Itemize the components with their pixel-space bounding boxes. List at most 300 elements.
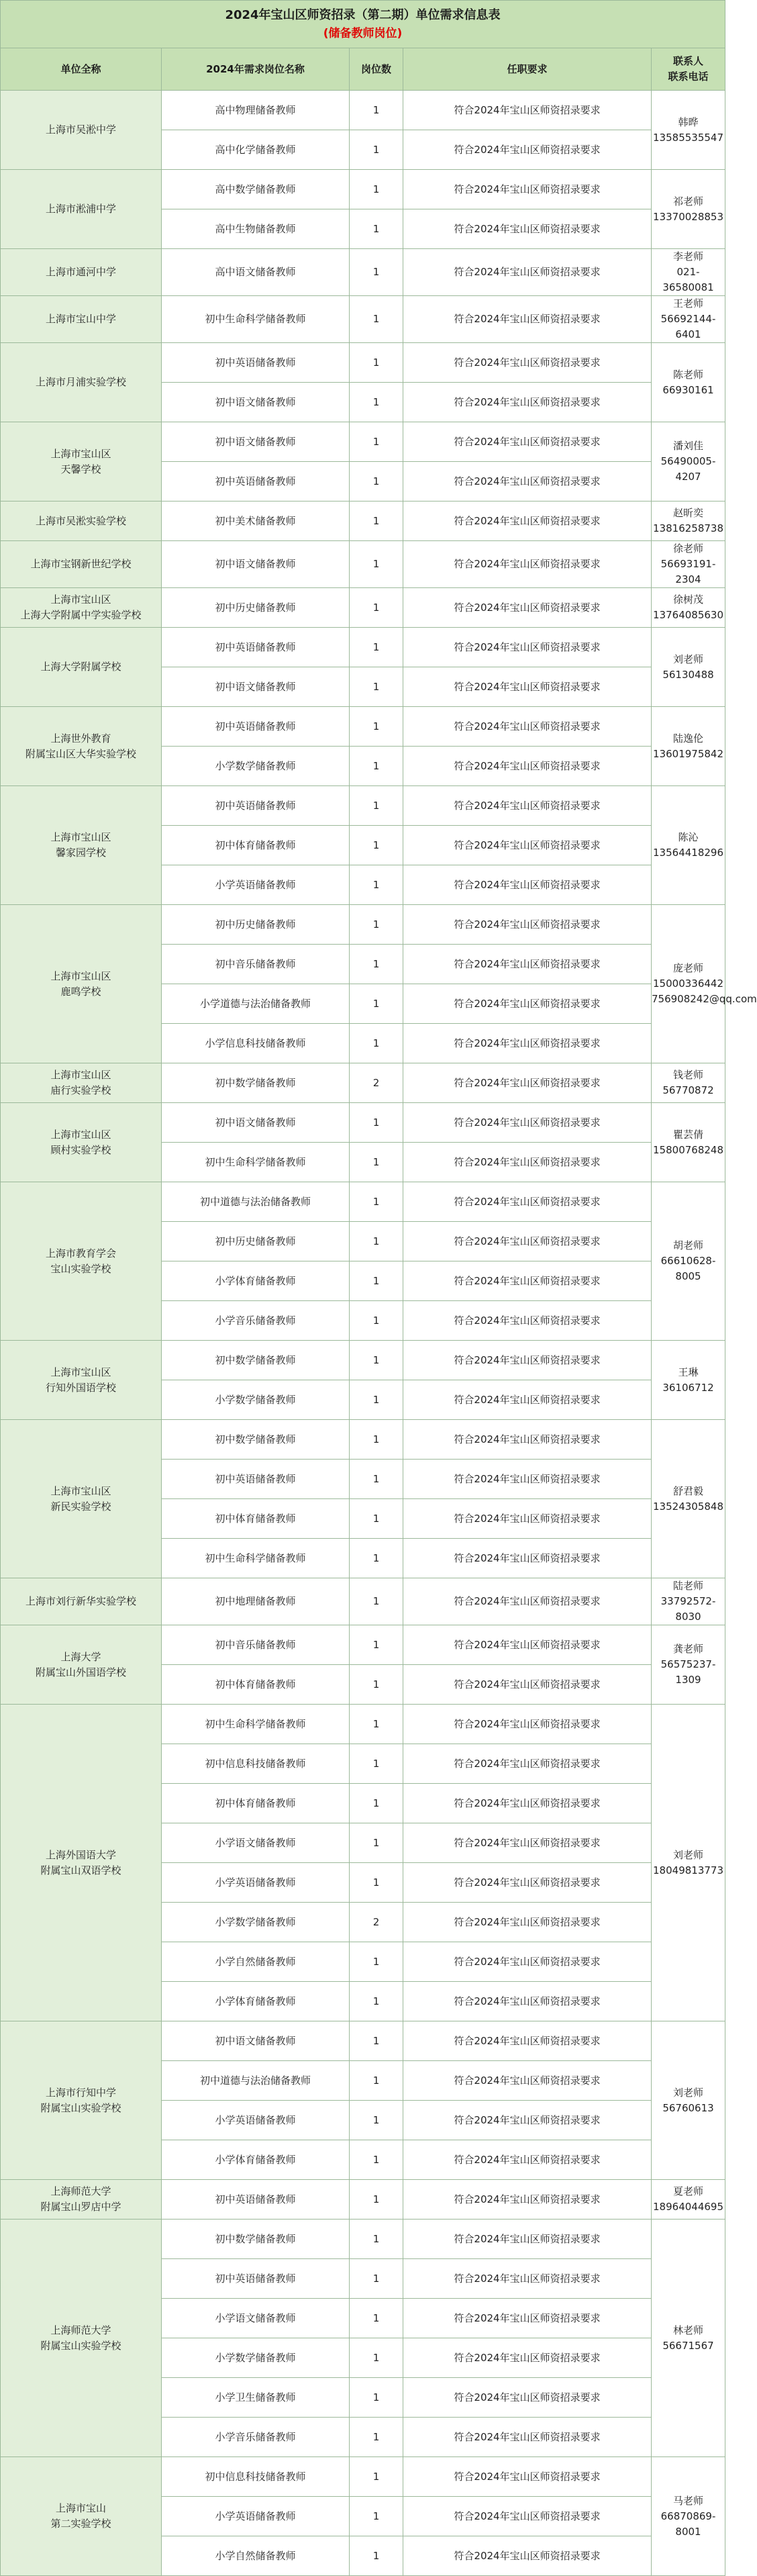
count-cell: 1 (350, 2418, 403, 2457)
header-position: 2024年需求岗位名称 (162, 48, 350, 91)
count-cell: 1 (350, 2378, 403, 2418)
school-name-line: 上海市宝钢新世纪学校 (30, 558, 132, 570)
requirement-cell: 符合2024年宝山区师资招录要求 (403, 2180, 652, 2220)
position-cell: 小学英语储备教师 (162, 2497, 350, 2536)
school-name-cell (1, 296, 162, 343)
requirement-cell: 符合2024年宝山区师资招录要求 (403, 2021, 652, 2061)
school-name-line: 上海市宝山区 (50, 1366, 111, 1378)
requirement-cell: 符合2024年宝山区师资招录要求 (403, 1024, 652, 1063)
school-name-line: 上海市吴淞中学 (45, 124, 116, 136)
table-body (1, 91, 757, 2576)
position-cell: 初中道德与法治储备教师 (162, 1182, 350, 1222)
table-subtitle: (储备教师岗位) (323, 27, 403, 40)
count-cell: 1 (350, 2061, 403, 2101)
requirement-cell: 符合2024年宝山区师资招录要求 (403, 462, 652, 502)
contact-phone: 13370028853 (653, 210, 723, 223)
position-cell: 初中生命科学储备教师 (162, 296, 350, 343)
position-cell: 初中数学储备教师 (162, 1063, 350, 1103)
requirement-cell: 符合2024年宝山区师资招录要求 (403, 383, 652, 422)
count-cell: 1 (350, 1301, 403, 1341)
contact-phone: 15800768248 (653, 1143, 723, 1156)
school-name-line: 上海市宝山区 (50, 1128, 111, 1141)
school-name-cell (1, 1063, 162, 1103)
requirement-cell: 符合2024年宝山区师资招录要求 (403, 628, 652, 667)
contact-phone: 15000336442 (653, 977, 723, 990)
contact-cell (652, 1705, 725, 2021)
table-row (1, 1341, 725, 1380)
school-name-line: 附属宝山双语学校 (40, 1864, 121, 1876)
contact-person: 刘老师 (673, 2086, 704, 2099)
requirement-cell: 符合2024年宝山区师资招录要求 (403, 541, 652, 588)
contact-person: 王老师 (673, 297, 704, 309)
contact-cell (652, 2220, 725, 2457)
school-name-line: 上海市淞浦中学 (45, 203, 116, 215)
position-cell: 初中语文储备教师 (162, 541, 350, 588)
requirement-cell: 符合2024年宝山区师资招录要求 (403, 1499, 652, 1539)
count-cell: 1 (350, 462, 403, 502)
count-cell: 1 (350, 170, 403, 209)
position-cell: 小学音乐储备教师 (162, 2418, 350, 2457)
school-name-line: 行知外国语学校 (45, 1381, 116, 1394)
requirement-cell: 符合2024年宝山区师资招录要求 (403, 2101, 652, 2140)
school-name-cell (1, 905, 162, 1063)
requirement-cell: 符合2024年宝山区师资招录要求 (403, 1705, 652, 1744)
table-row (1, 422, 725, 462)
contact-cell (652, 707, 725, 786)
requirement-cell: 符合2024年宝山区师资招录要求 (403, 826, 652, 865)
count-cell: 1 (350, 628, 403, 667)
count-cell: 1 (350, 422, 403, 462)
count-cell: 1 (350, 2299, 403, 2338)
school-name-line: 附属宝山外国语学校 (35, 1666, 126, 1678)
contact-phone: 33792572-8030 (660, 1595, 716, 1623)
school-name-cell (1, 707, 162, 786)
school-name-line: 上海市宝山 (55, 2502, 106, 2514)
school-name-line: 附属宝山区大华实验学校 (25, 747, 136, 760)
school-name-line: 上海市月浦实验学校 (35, 376, 126, 388)
count-cell: 1 (350, 1143, 403, 1182)
contact-person: 庞老师 (673, 962, 704, 974)
requirement-cell: 符合2024年宝山区师资招录要求 (403, 865, 652, 905)
position-cell: 初中信息科技储备教师 (162, 2457, 350, 2497)
school-name-line: 新民实验学校 (50, 1500, 111, 1513)
table-row (1, 91, 725, 130)
count-cell: 1 (350, 2101, 403, 2140)
requirement-cell: 符合2024年宝山区师资招录要求 (403, 2418, 652, 2457)
contact-phone: 36106712 (662, 1381, 714, 1394)
header-contact (652, 48, 725, 91)
school-name-line: 第二实验学校 (50, 2518, 111, 2530)
requirement-cell: 符合2024年宝山区师资招录要求 (403, 1539, 652, 1578)
school-name-cell (1, 343, 162, 422)
position-cell: 初中数学储备教师 (162, 1341, 350, 1380)
contact-phone: 56490005-4207 (660, 455, 716, 483)
count-cell: 1 (350, 1982, 403, 2021)
school-name-cell (1, 2457, 162, 2576)
contact-person: 徐老师 (673, 542, 704, 555)
school-name-line: 上海市宝山中学 (45, 313, 116, 325)
position-cell: 小学数学储备教师 (162, 747, 350, 786)
requirement-cell: 符合2024年宝山区师资招录要求 (403, 2457, 652, 2497)
contact-cell (652, 905, 757, 1063)
contact-person: 王琳 (678, 1366, 699, 1378)
position-cell: 初中数学储备教师 (162, 1420, 350, 1460)
contact-phone: 56671567 (662, 2339, 714, 2352)
position-cell: 初中体育储备教师 (162, 1784, 350, 1823)
position-cell: 初中语文储备教师 (162, 422, 350, 462)
requirement-cell: 符合2024年宝山区师资招录要求 (403, 2338, 652, 2378)
school-name-cell (1, 628, 162, 707)
position-cell: 高中生物储备教师 (162, 209, 350, 249)
position-cell: 小学自然储备教师 (162, 2536, 350, 2576)
position-cell: 小学语文储备教师 (162, 1823, 350, 1863)
count-cell: 1 (350, 2338, 403, 2378)
contact-cell (652, 2021, 725, 2180)
school-name-line: 上海市宝山区 (50, 447, 111, 460)
count-cell: 1 (350, 343, 403, 383)
count-cell: 1 (350, 1665, 403, 1705)
requirement-cell: 符合2024年宝山区师资招录要求 (403, 747, 652, 786)
count-cell: 1 (350, 91, 403, 130)
count-cell: 1 (350, 1222, 403, 1261)
count-cell: 1 (350, 905, 403, 945)
contact-phone: 66610628-8005 (660, 1255, 716, 1282)
count-cell: 1 (350, 1705, 403, 1744)
header-count: 岗位数 (350, 48, 403, 91)
requirement-cell: 符合2024年宝山区师资招录要求 (403, 1784, 652, 1823)
position-cell: 初中地理储备教师 (162, 1578, 350, 1625)
school-name-line: 馨家园学校 (55, 847, 106, 859)
contact-person: 马老师 (673, 2494, 704, 2507)
requirement-cell: 符合2024年宝山区师资招录要求 (403, 1420, 652, 1460)
contact-cell (652, 502, 725, 541)
school-name-line: 天馨学校 (60, 463, 101, 475)
school-name-line: 附属宝山实验学校 (40, 2339, 121, 2352)
position-cell: 初中体育储备教师 (162, 1499, 350, 1539)
count-cell: 1 (350, 249, 403, 296)
count-cell: 1 (350, 1539, 403, 1578)
count-cell: 1 (350, 2140, 403, 2180)
requirement-cell: 符合2024年宝山区师资招录要求 (403, 2140, 652, 2180)
contact-phone: 56693191-2304 (660, 558, 716, 585)
school-name-cell (1, 588, 162, 628)
contact-cell (652, 1420, 725, 1578)
contact-person: 陈沁 (678, 831, 699, 843)
contact-cell (652, 296, 725, 343)
school-name-line: 上海大学附属学校 (40, 661, 121, 673)
contact-person: 陆老师 (673, 1580, 704, 1592)
table-row (1, 502, 725, 541)
position-cell: 初中英语储备教师 (162, 1460, 350, 1499)
requirement-cell: 符合2024年宝山区师资招录要求 (403, 2536, 652, 2576)
table-row (1, 1063, 725, 1103)
count-cell: 1 (350, 2220, 403, 2259)
count-cell: 1 (350, 1942, 403, 1982)
requirement-cell: 符合2024年宝山区师资招录要求 (403, 209, 652, 249)
contact-person: 刘老师 (673, 653, 704, 665)
contact-person: 龚老师 (673, 1643, 704, 1655)
position-cell: 小学道德与法治储备教师 (162, 984, 350, 1024)
position-cell: 初中生命科学储备教师 (162, 1143, 350, 1182)
requirement-cell: 符合2024年宝山区师资招录要求 (403, 984, 652, 1024)
position-cell: 小学卫生储备教师 (162, 2378, 350, 2418)
position-cell: 初中英语储备教师 (162, 462, 350, 502)
contact-cell (652, 1182, 725, 1341)
requirement-cell: 符合2024年宝山区师资招录要求 (403, 91, 652, 130)
count-cell: 1 (350, 984, 403, 1024)
school-name-line: 上海市通河中学 (45, 266, 116, 278)
table-row (1, 1420, 725, 1460)
count-cell: 1 (350, 826, 403, 865)
requirement-cell: 符合2024年宝山区师资招录要求 (403, 1460, 652, 1499)
school-name-line: 上海世外教育 (50, 732, 111, 745)
requirement-cell: 符合2024年宝山区师资招录要求 (403, 1903, 652, 1942)
school-name-line: 上海市宝山区 (50, 593, 111, 606)
position-cell: 初中英语储备教师 (162, 2259, 350, 2299)
requirement-cell: 符合2024年宝山区师资招录要求 (403, 1301, 652, 1341)
count-cell: 1 (350, 945, 403, 984)
position-cell: 初中英语储备教师 (162, 343, 350, 383)
position-cell: 小学英语储备教师 (162, 2101, 350, 2140)
position-cell: 小学信息科技储备教师 (162, 1024, 350, 1063)
school-name-line: 顾村实验学校 (50, 1143, 111, 1156)
contact-cell (652, 628, 725, 707)
position-cell: 初中音乐储备教师 (162, 945, 350, 984)
contact-person: 林老师 (673, 2324, 704, 2336)
school-name-line: 上海市教育学会 (45, 1247, 116, 1259)
position-cell: 小学数学储备教师 (162, 2338, 350, 2378)
requirement-cell: 符合2024年宝山区师资招录要求 (403, 1341, 652, 1380)
count-cell: 1 (350, 707, 403, 747)
school-name-line: 上海师范大学 (50, 2185, 111, 2197)
table-row (1, 541, 725, 588)
requirement-cell: 符合2024年宝山区师资招录要求 (403, 588, 652, 628)
count-cell: 1 (350, 1625, 403, 1665)
school-name-cell (1, 170, 162, 249)
position-cell: 初中历史储备教师 (162, 905, 350, 945)
count-cell: 1 (350, 1341, 403, 1380)
requirement-cell: 符合2024年宝山区师资招录要求 (403, 1143, 652, 1182)
count-cell: 2 (350, 1903, 403, 1942)
school-name-line: 宝山实验学校 (50, 1262, 111, 1275)
table-row (1, 707, 725, 747)
count-cell: 1 (350, 1784, 403, 1823)
table-title: 2024年宝山区师资招录（第二期）单位需求信息表 (225, 8, 501, 22)
requirement-cell: 符合2024年宝山区师资招录要求 (403, 2061, 652, 2101)
count-cell: 1 (350, 1420, 403, 1460)
school-name-cell (1, 2220, 162, 2457)
school-name-line: 鹿鸣学校 (60, 985, 101, 998)
contact-person: 韩晔 (678, 115, 699, 128)
table-row (1, 2180, 725, 2220)
requirement-cell: 符合2024年宝山区师资招录要求 (403, 2220, 652, 2259)
count-cell: 1 (350, 1499, 403, 1539)
school-name-cell (1, 1103, 162, 1182)
contact-cell (652, 2457, 725, 2576)
contact-phone: 13585535547 (653, 131, 723, 144)
contact-cell (652, 249, 725, 296)
requirement-cell: 符合2024年宝山区师资招录要求 (403, 1380, 652, 1420)
requirement-cell: 符合2024年宝山区师资招录要求 (403, 1063, 652, 1103)
requirement-cell: 符合2024年宝山区师资招录要求 (403, 1625, 652, 1665)
contact-phone: 56770872 (662, 1084, 714, 1096)
school-name-line: 上海市宝山区 (50, 1069, 111, 1081)
position-cell: 初中英语储备教师 (162, 2180, 350, 2220)
table-row (1, 1578, 725, 1625)
table-row (1, 2220, 725, 2259)
position-cell: 初中历史储备教师 (162, 588, 350, 628)
contact-cell (652, 786, 725, 905)
contact-person: 李老师 (673, 250, 704, 263)
position-cell: 初中生命科学储备教师 (162, 1539, 350, 1578)
school-name-line: 附属宝山实验学校 (40, 2101, 121, 2114)
header-contact-phone: 联系电话 (668, 70, 709, 83)
count-cell: 1 (350, 296, 403, 343)
school-name-line: 附属宝山罗店中学 (40, 2201, 121, 2213)
requirement-cell: 符合2024年宝山区师资招录要求 (403, 2497, 652, 2536)
contact-phone: 66930161 (662, 383, 714, 396)
contact-cell (652, 588, 725, 628)
requirement-cell: 符合2024年宝山区师资招录要求 (403, 2299, 652, 2338)
count-cell: 1 (350, 2021, 403, 2061)
count-cell: 2 (350, 1063, 403, 1103)
position-cell: 小学音乐储备教师 (162, 1301, 350, 1341)
contact-phone: 13564418296 (653, 847, 723, 859)
requirement-cell: 符合2024年宝山区师资招录要求 (403, 249, 652, 296)
position-cell: 初中数学储备教师 (162, 2220, 350, 2259)
contact-cell (652, 1063, 725, 1103)
position-cell: 小学数学储备教师 (162, 1380, 350, 1420)
contact-cell (652, 1578, 725, 1625)
position-cell: 初中美术储备教师 (162, 502, 350, 541)
school-name-line: 上海市吴淞实验学校 (35, 514, 126, 527)
school-name-cell (1, 541, 162, 588)
position-cell: 初中信息科技储备教师 (162, 1744, 350, 1784)
contact-phone: 18049813773 (653, 1864, 723, 1876)
contact-cell (652, 422, 725, 502)
school-name-cell (1, 91, 162, 170)
requirement-cell: 符合2024年宝山区师资招录要求 (403, 1261, 652, 1301)
contact-phone: 13764085630 (653, 609, 723, 621)
count-cell: 1 (350, 130, 403, 170)
contact-person: 夏老师 (673, 2185, 704, 2197)
contact-person: 赵昕奕 (673, 507, 704, 519)
table-row (1, 905, 725, 945)
count-cell: 1 (350, 865, 403, 905)
school-name-cell (1, 1182, 162, 1341)
position-cell: 小学体育储备教师 (162, 1982, 350, 2021)
position-cell: 初中音乐储备教师 (162, 1625, 350, 1665)
contact-cell (652, 91, 725, 170)
requirement-cell: 符合2024年宝山区师资招录要求 (403, 1182, 652, 1222)
school-name-cell (1, 422, 162, 502)
position-cell: 初中体育储备教师 (162, 826, 350, 865)
school-name-cell (1, 786, 162, 905)
school-name-cell (1, 1578, 162, 1625)
contact-person: 瞿芸倩 (673, 1128, 704, 1141)
position-cell: 小学英语储备教师 (162, 865, 350, 905)
position-cell: 初中语文储备教师 (162, 2021, 350, 2061)
school-name-line: 上海大学 (60, 1650, 101, 1663)
contact-person: 刘老师 (673, 1848, 704, 1861)
table-row (1, 1182, 725, 1222)
contact-cell (652, 541, 725, 588)
contact-cell (652, 2180, 725, 2220)
school-name-cell (1, 1625, 162, 1705)
contact-person: 徐树茂 (673, 593, 704, 606)
requirement-cell: 符合2024年宝山区师资招录要求 (403, 667, 652, 707)
requirement-cell: 符合2024年宝山区师资招录要求 (403, 1942, 652, 1982)
table-row (1, 2457, 725, 2497)
count-cell: 1 (350, 1182, 403, 1222)
count-cell: 1 (350, 1024, 403, 1063)
school-name-cell (1, 1705, 162, 2021)
requirement-cell: 符合2024年宝山区师资招录要求 (403, 422, 652, 462)
table-row (1, 249, 725, 296)
school-name-line: 上海市宝山区 (50, 1484, 111, 1497)
position-cell: 小学自然储备教师 (162, 1942, 350, 1982)
school-name-cell (1, 502, 162, 541)
school-name-line: 上海市宝山区 (50, 831, 111, 843)
position-cell: 小学英语储备教师 (162, 1863, 350, 1903)
requirement-cell: 符合2024年宝山区师资招录要求 (403, 905, 652, 945)
position-cell: 初中语文储备教师 (162, 667, 350, 707)
requirement-cell: 符合2024年宝山区师资招录要求 (403, 1103, 652, 1143)
requirement-cell: 符合2024年宝山区师资招录要求 (403, 786, 652, 826)
header-school: 单位全称 (1, 48, 162, 91)
requirement-cell: 符合2024年宝山区师资招录要求 (403, 945, 652, 984)
contact-phone: 56575237-1309 (660, 1658, 716, 1686)
requirement-cell: 符合2024年宝山区师资招录要求 (403, 1823, 652, 1863)
contact-person: 陆逸伦 (673, 732, 704, 745)
contact-cell (652, 170, 725, 249)
position-cell: 高中物理储备教师 (162, 91, 350, 130)
count-cell: 1 (350, 1261, 403, 1301)
count-cell: 1 (350, 541, 403, 588)
position-cell: 初中体育储备教师 (162, 1665, 350, 1705)
contact-phone: 13524305848 (653, 1500, 723, 1513)
count-cell: 1 (350, 2259, 403, 2299)
contact-person: 祁老师 (673, 195, 704, 207)
count-cell: 1 (350, 1823, 403, 1863)
count-cell: 1 (350, 747, 403, 786)
count-cell: 1 (350, 1578, 403, 1625)
table-row (1, 343, 725, 383)
contact-person: 舒君毅 (673, 1484, 704, 1497)
count-cell: 1 (350, 786, 403, 826)
school-name-line: 上海外国语大学 (45, 1848, 116, 1861)
position-cell: 高中化学储备教师 (162, 130, 350, 170)
requirement-cell: 符合2024年宝山区师资招录要求 (403, 2378, 652, 2418)
contact-person: 潘刘佳 (673, 440, 704, 452)
school-name-cell (1, 1420, 162, 1578)
count-cell: 1 (350, 502, 403, 541)
position-cell: 小学体育储备教师 (162, 2140, 350, 2180)
requirement-cell: 符合2024年宝山区师资招录要求 (403, 1665, 652, 1705)
requirement-cell: 符合2024年宝山区师资招录要求 (403, 707, 652, 747)
school-name-line: 上海市宝山区 (50, 969, 111, 982)
count-cell: 1 (350, 2497, 403, 2536)
count-cell: 1 (350, 1103, 403, 1143)
header-contact-person: 联系人 (673, 55, 704, 67)
school-name-line: 上海大学附属中学实验学校 (20, 609, 142, 621)
school-name-cell (1, 249, 162, 296)
requirement-cell: 符合2024年宝山区师资招录要求 (403, 1863, 652, 1903)
position-cell: 初中历史储备教师 (162, 1222, 350, 1261)
school-name-line: 庙行实验学校 (50, 1084, 111, 1096)
table-title-cell (1, 1, 725, 48)
position-cell: 高中语文储备教师 (162, 249, 350, 296)
